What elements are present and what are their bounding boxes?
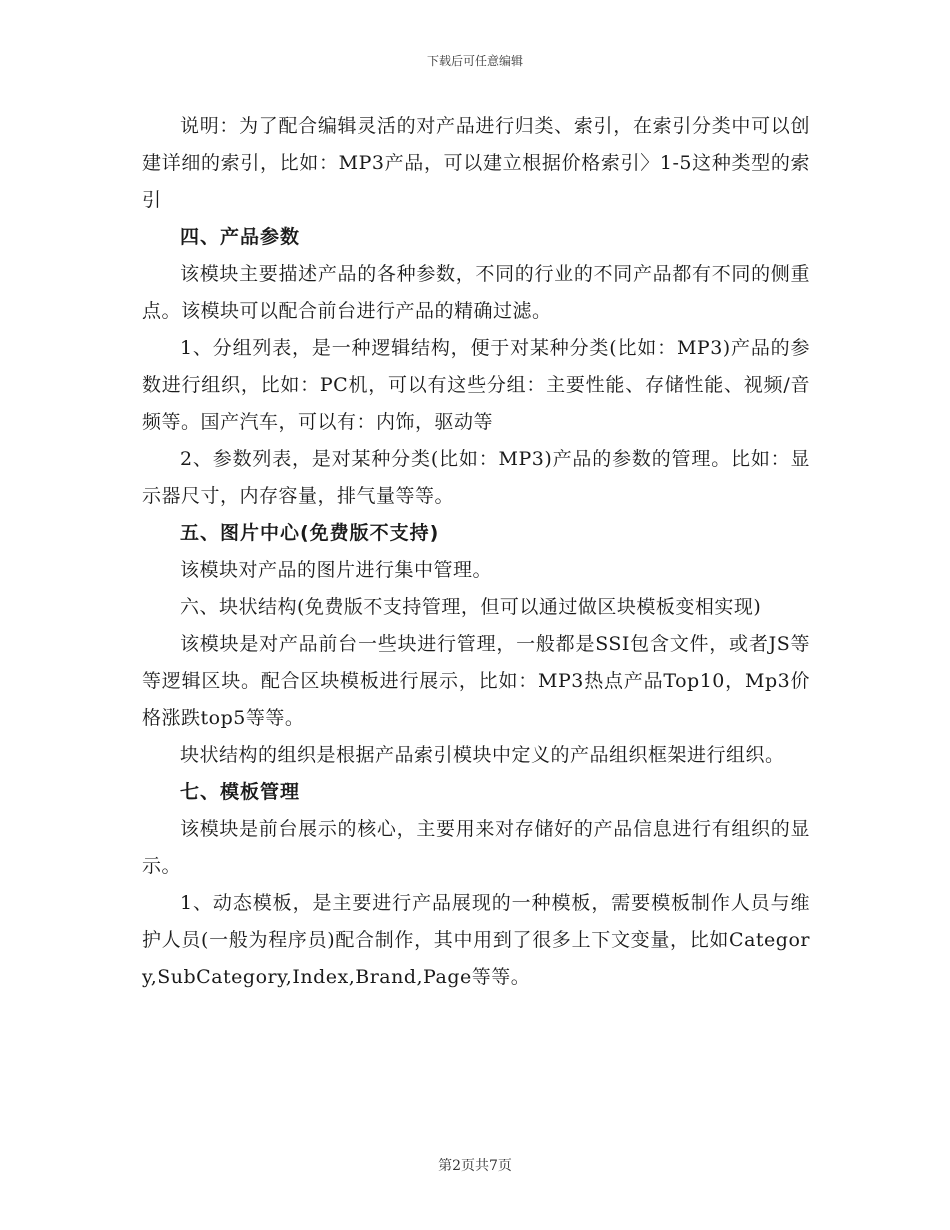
paragraph-param-list: 2、参数列表，是对某种分类(比如：MP3)产品的参数的管理。比如：显示器尺寸，内存容量，排气量等等。 [142,448,810,507]
section-heading-template-management: 七、模板管理 [180,781,301,803]
document-body [142,108,810,996]
paragraph-block-organization: 块状结构的组织是根据产品索引模块中定义的产品组织框架进行组织。 [180,744,785,766]
paragraph-params-intro: 该模块主要描述产品的各种参数，不同的行业的不同产品都有不同的侧重点。该模块可以配合前台进行产品的精确过滤。 [142,263,810,322]
paragraph-dynamic-template: 1、动态模板，是主要进行产品展现的一种模板，需要模板制作人员与维护人员(一般为程序员)配合制作，其中用到了很多上下文变量，比如Category,SubCategory,Index,Brand,Page等等。 [142,892,810,988]
paragraph-template-intro: 该模块是前台展示的核心，主要用来对存储好的产品信息进行有组织的显示。 [142,818,810,877]
paragraph-group-list: 1、分组列表，是一种逻辑结构，便于对某种分类(比如：MP3)产品的参数进行组织，比如：PC机，可以有这些分组：主要性能、存储性能、视频/音频等。国产汽车，可以有：内饰，驱动等 [142,337,810,433]
paragraph-block-structure: 该模块是对产品前台一些块进行管理，一般都是SSI包含文件，或者JS等等逻辑区块。配合区块模板进行展示，比如：MP3热点产品Top10，Mp3价格涨跌top5等等。 [142,633,810,729]
page-header: 下载后可任意编辑 [426,54,523,68]
section-heading-block-structure: 六、块状结构(免费版不支持管理，但可以通过做区块模板变相实现) [180,596,762,618]
paragraph-image-center: 该模块对产品的图片进行集中管理。 [180,559,493,581]
page-footer: 第2页共7页 [438,1158,512,1174]
section-heading-product-params: 四、产品参数 [180,226,301,248]
section-heading-image-center: 五、图片中心(免费版不支持) [180,522,440,544]
paragraph-index-note: 说明：为了配合编辑灵活的对产品进行归类、索引，在索引分类中可以创建详细的索引，比如：MP3产品，可以建立根据价格索引〉1-5这种类型的索引 [142,115,810,211]
